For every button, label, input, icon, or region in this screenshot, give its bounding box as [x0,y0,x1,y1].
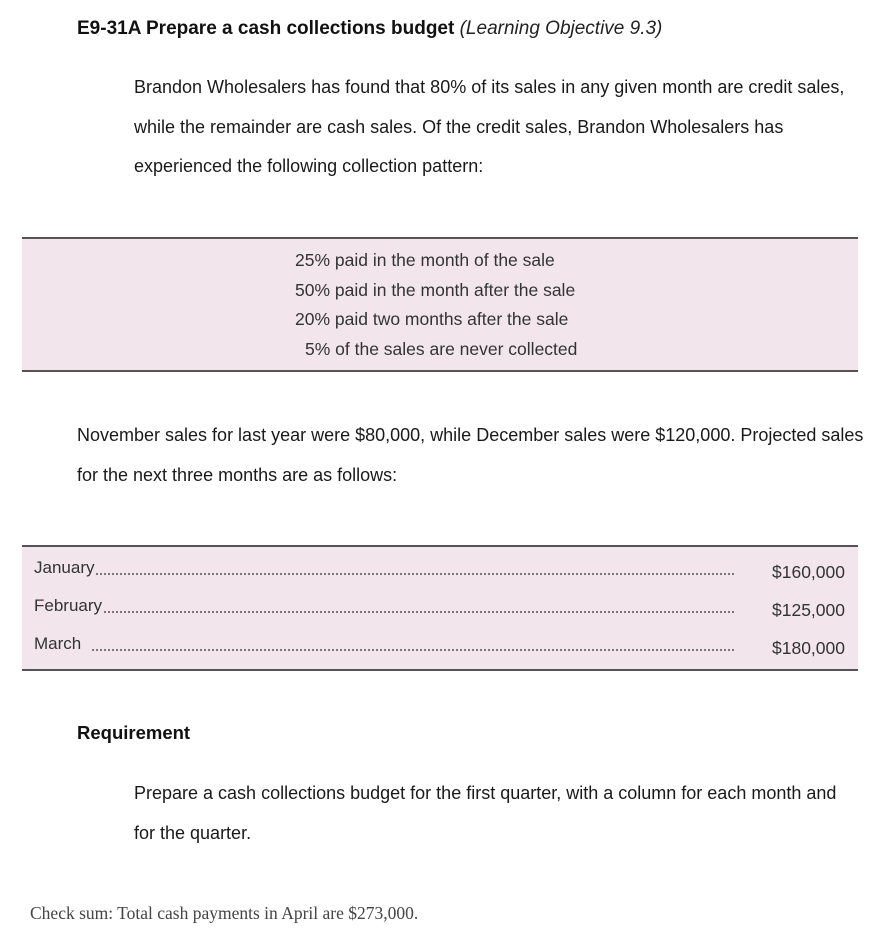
exercise-title-bold: E9-31A Prepare a cash collections budget [77,18,455,39]
table-row [22,596,858,620]
collection-pattern-item: 5% of the sales are never collected [305,339,578,359]
collection-pattern-box [22,237,858,372]
sales-amount: $180,000 [772,638,845,658]
dot-leader [92,611,734,613]
month-label: March [34,634,82,653]
exercise-title [77,18,662,40]
dot-leader [92,649,734,651]
sales-paragraph: November sales for last year were $80,000, while December sales were $120,000. Projected sales for the next three months are as follows: [77,425,864,485]
learning-objective: (Learning Objective 9.3) [459,18,663,39]
sales-amount: $160,000 [772,562,845,582]
requirement-heading: Requirement [77,722,191,743]
table-row [22,634,858,658]
month-label: February [34,596,103,615]
collection-pattern-item: 25% paid in the month of the sale [295,250,555,270]
collection-pattern-item: 20% paid two months after the sale [295,309,569,329]
table-row [22,558,858,582]
requirement-text: Prepare a cash collections budget for the first quarter, with a column for each month and for the quarter. [134,783,837,843]
check-sum: Check sum: Total cash payments in April are $273,000. [30,903,419,923]
projected-sales-table [22,545,858,671]
intro-paragraph: Brandon Wholesalers has found that 80% of its sales in any given month are credit sales, while the remainder are cash sales. Of the credit sales, Brandon Wholesalers has experienced the following collection pattern: [134,77,845,176]
dot-leader [92,573,734,575]
collection-pattern-item: 50% paid in the month after the sale [295,280,576,300]
month-label: January [34,558,95,577]
sales-amount: $125,000 [772,600,845,620]
